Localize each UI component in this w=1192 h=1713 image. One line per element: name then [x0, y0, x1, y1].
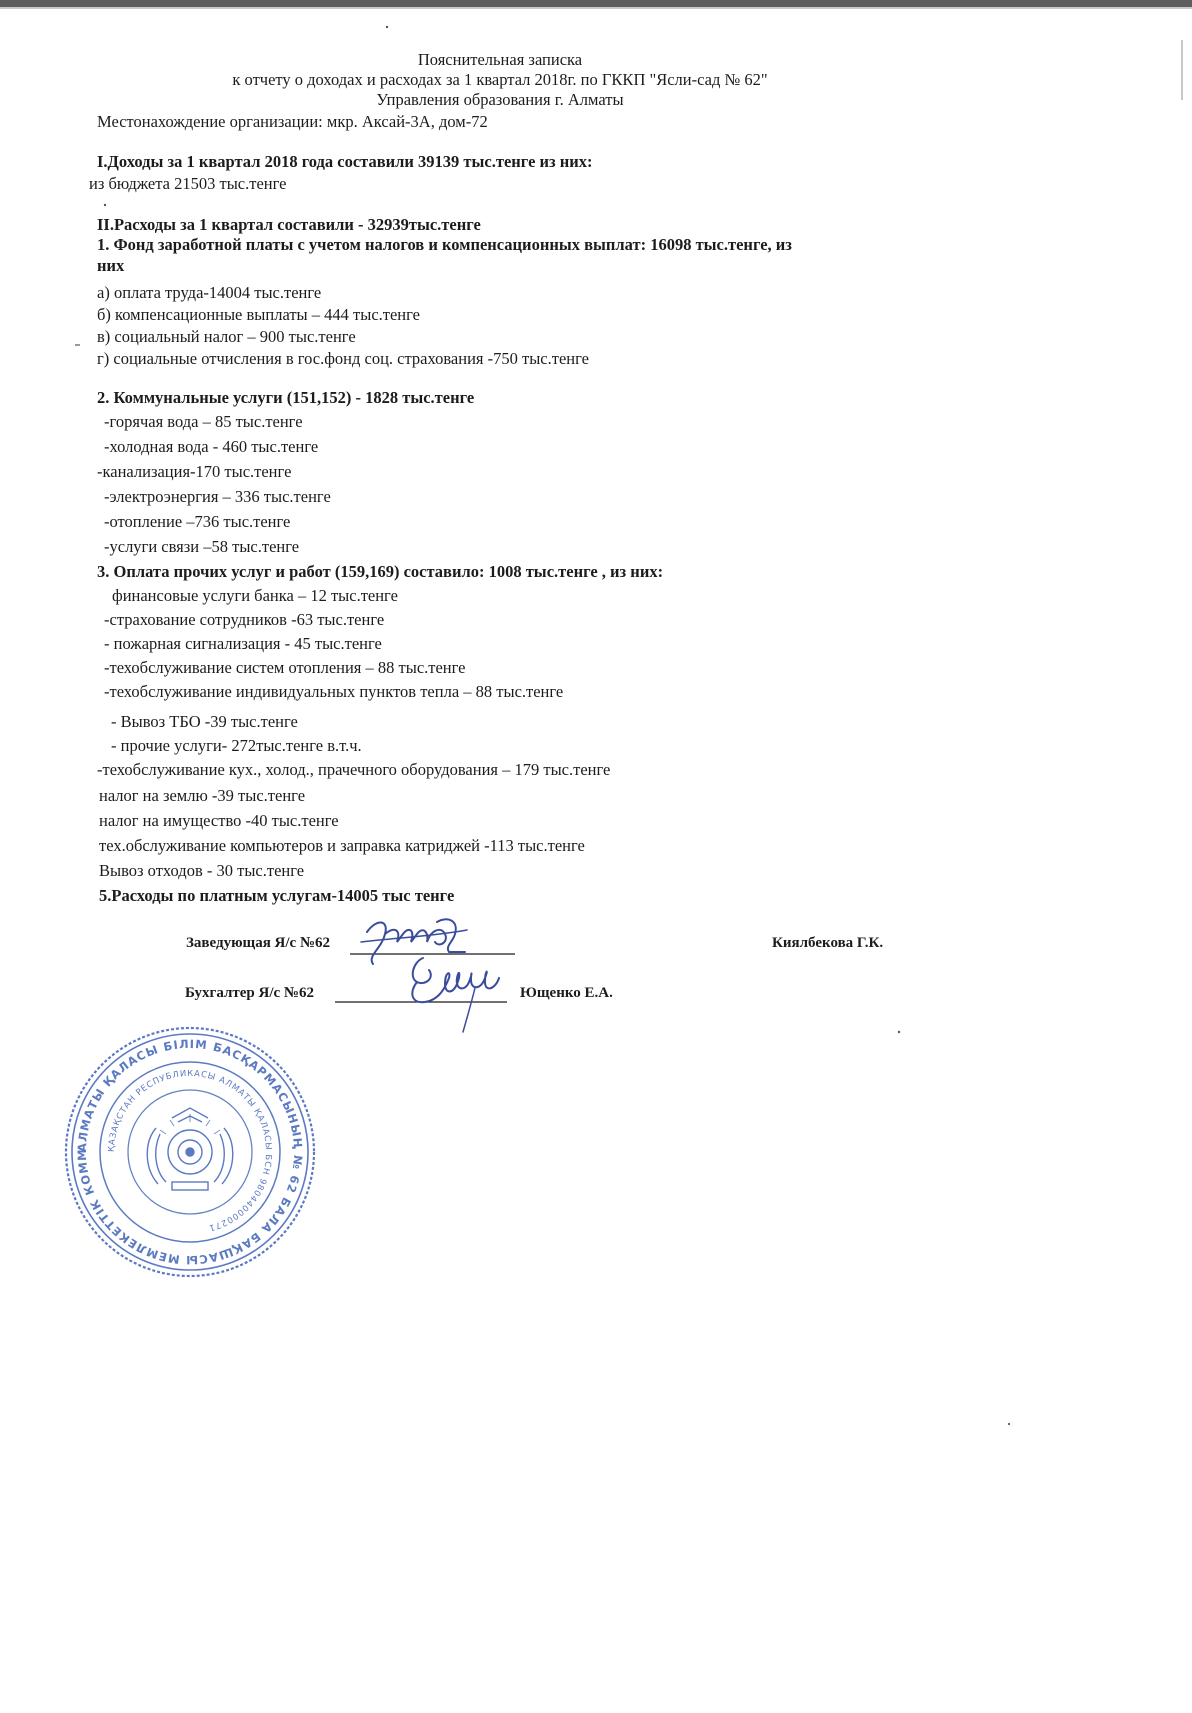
other-services-item: -страхование сотрудников -63 тыс.тенге — [104, 610, 385, 629]
other-services-item: - пожарная сигнализация - 45 тыс.тенге — [104, 634, 382, 653]
utilities-item: -горячая вода – 85 тыс.тенге — [104, 412, 303, 431]
location-line: Местонахождение организации: мкр. Аксай-3А, дом-72 — [97, 112, 488, 131]
utilities-item: -холодная вода - 460 тыс.тенге — [104, 437, 319, 456]
utilities-heading: 2. Коммунальные услуги (151,152) - 1828 тыс.тенге — [97, 388, 475, 407]
official-stamp — [53, 1011, 320, 1282]
other-services-item: финансовые услуги банка – 12 тыс.тенге — [112, 586, 398, 605]
stamp-outer-text: АЛМАТЫ ҚАЛАСЫ БІЛІМ БАСҚАРМАСЫНЫҢ № 62 БАЛА БАҚШАСЫ МЕМЛЕКЕТТІК КОММУНАЛДЫҚ ҚАЗЫНАЛЫҚ КӘСІПОРНЫ — [53, 1011, 306, 1268]
utilities-item: -канализация-170 тыс.тенге — [97, 462, 292, 481]
other-services-heading: 3. Оплата прочих услуг и работ (159,169) составило: 1008 тыс.тенге , из них: — [97, 562, 664, 581]
accountant-name: Ющенко Е.А. — [520, 985, 613, 1001]
scan-speck — [103, 203, 107, 207]
other-services-item: - Вывоз ТБО -39 тыс.тенге — [111, 712, 298, 731]
other-services-item: -техобслуживание кух., холод., прачечного оборудования – 179 тыс.тенге — [97, 760, 611, 779]
document-subtitle: к отчету о доходах и расходах за 1 квартал 2018г. по ГККП "Ясли-сад № 62" — [232, 70, 768, 89]
payroll-heading-cont: них — [97, 256, 125, 275]
scan-edge-shadow — [1180, 40, 1184, 100]
income-budget: из бюджета 21503 тыс.тенге — [89, 174, 287, 193]
utilities-item: -электроэнергия – 336 тыс.тенге — [104, 487, 331, 506]
other-services-item: тех.обслуживание компьютеров и заправка катриджей -113 тыс.тенге — [99, 836, 585, 855]
scan-top-border — [0, 0, 1192, 7]
document-title: Пояснительная записка — [417, 50, 583, 69]
payroll-item: б) компенсационные выплаты – 444 тыс.тенге — [97, 305, 420, 324]
scan-speck — [385, 25, 389, 29]
head-name: Киялбекова Г.К. — [772, 935, 884, 951]
other-services-item: -техобслуживание индивидуальных пунктов тепла – 88 тыс.тенге — [104, 682, 564, 701]
accountant-signature — [405, 948, 510, 1038]
accountant-role-label: Бухгалтер Я/с №62 — [185, 985, 315, 1001]
other-services-item: налог на землю -39 тыс.тенге — [99, 786, 306, 805]
department-line: Управления образования г. Алматы — [376, 90, 624, 109]
other-services-item: -техобслуживание систем отопления – 88 тыс.тенге — [104, 658, 466, 677]
utilities-item: -отопление –736 тыс.тенге — [104, 512, 291, 531]
payroll-heading: 1. Фонд заработной платы с учетом налогов и компенсационных выплат: 16098 тыс.тенге, из — [97, 235, 792, 254]
scan-speck — [1007, 1422, 1011, 1426]
other-services-item: налог на имущество -40 тыс.тенге — [99, 811, 339, 830]
scan-speck — [897, 1030, 901, 1034]
income-heading: I.Доходы за 1 квартал 2018 года составили 39139 тыс.тенге из них: — [97, 152, 593, 171]
head-role-label: Заведующая Я/с №62 — [186, 935, 331, 951]
scan-top-edge — [0, 7, 1192, 9]
payroll-item: г) социальные отчисления в гос.фонд соц. страхования -750 тыс.тенге — [97, 349, 589, 368]
payroll-item: а) оплата труда-14004 тыс.тенге — [97, 283, 322, 302]
utilities-item: -услуги связи –58 тыс.тенге — [104, 537, 300, 556]
paid-services-line: 5.Расходы по платным услугам-14005 тыс тенге — [99, 886, 455, 905]
scan-speck — [75, 343, 81, 347]
expenses-heading: II.Расходы за 1 квартал составили - 32939тыс.тенге — [97, 215, 481, 234]
other-services-item: Вывоз отходов - 30 тыс.тенге — [99, 861, 305, 880]
stamp-inner-text: ҚАЗАҚСТАН РЕСПУБЛИКАСЫ АЛМАТЫ ҚАЛАСЫ БСН 980440000271 — [106, 1068, 274, 1233]
other-services-item: - прочие услуги- 272тыс.тенге в.т.ч. — [111, 736, 362, 755]
payroll-item: в) социальный налог – 900 тыс.тенге — [97, 327, 356, 346]
